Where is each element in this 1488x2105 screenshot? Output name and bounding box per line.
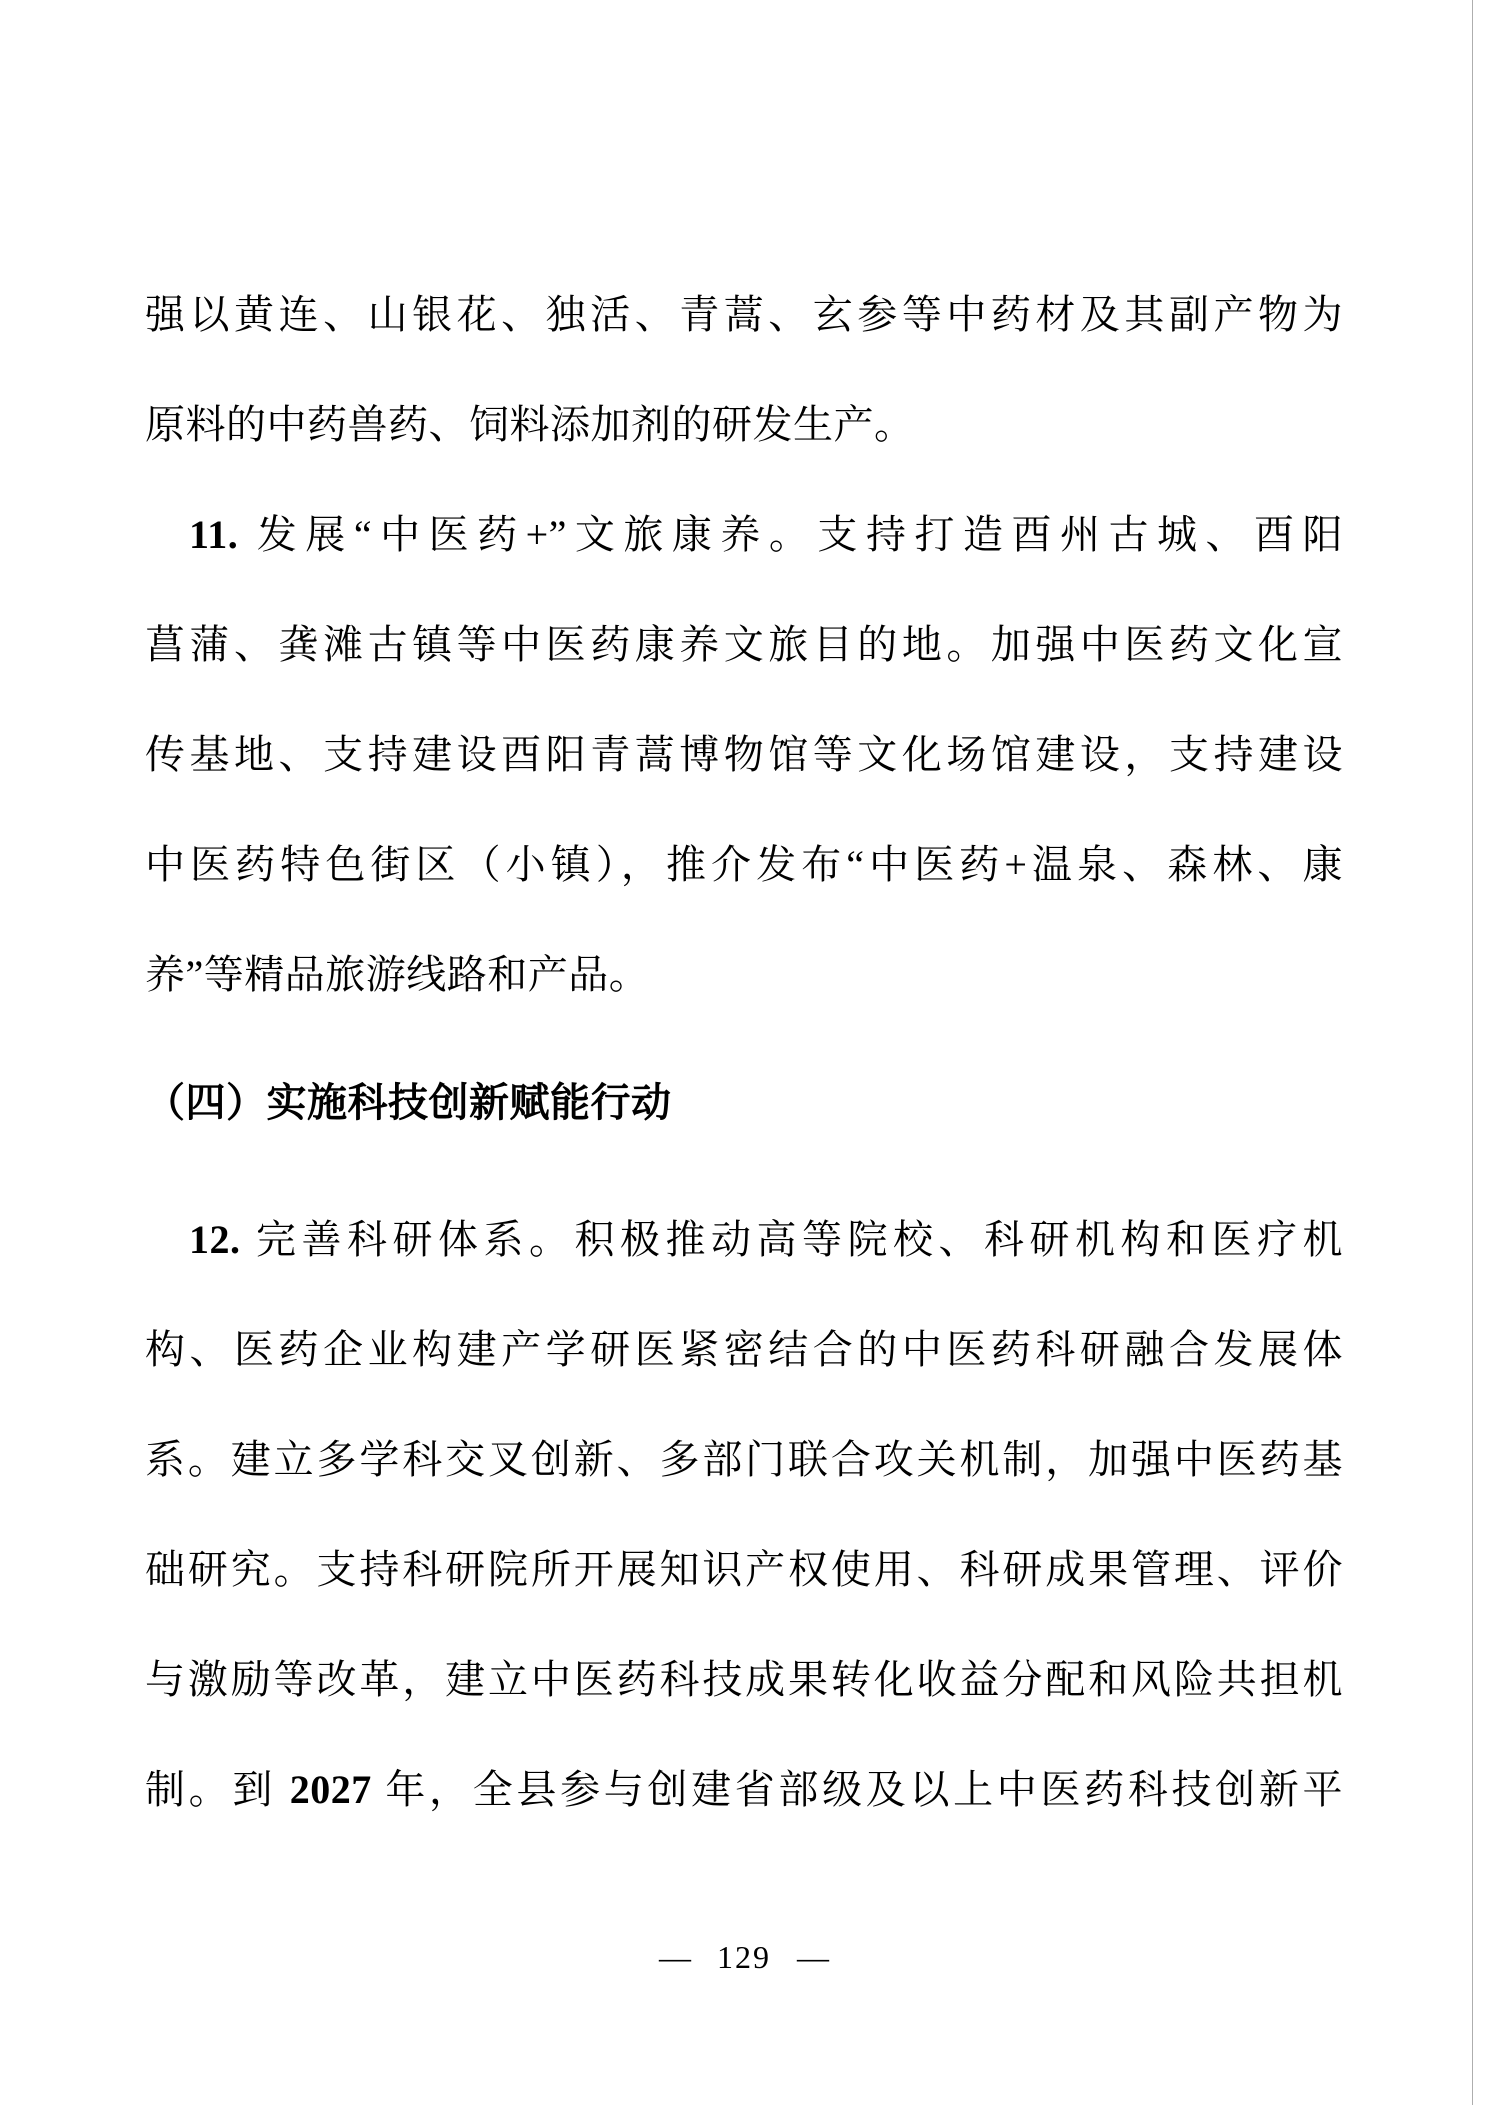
text-segment: 菖蒲、龚滩古镇等中医药康养文旅目的地。加强中医药文化宣 [145, 622, 1343, 667]
text-segment: 年，全县参与创建省部级及以上中医药科技创新平 [371, 1767, 1344, 1812]
footer-left-dash: — [659, 1939, 691, 1975]
bold-text: 11. [189, 512, 239, 557]
section-heading [145, 1048, 1343, 1158]
text-line [145, 920, 1343, 1030]
text-line [145, 370, 1343, 480]
document-body [145, 260, 1343, 1845]
bold-text: 12. [189, 1217, 241, 1262]
text-line [145, 590, 1343, 700]
text-segment: 与激励等改革，建立中医药科技成果转化收益分配和风险共担机 [145, 1657, 1343, 1702]
text-segment: 完善科研体系。积极推动高等院校、科研机构和医疗机 [240, 1217, 1343, 1262]
text-line [145, 700, 1343, 810]
text-line [145, 1625, 1343, 1735]
text-line [145, 480, 1343, 590]
footer-right-dash: — [797, 1939, 829, 1975]
text-segment: 养”等精品旅游线路和产品。 [145, 952, 650, 997]
text-segment: 原料的中药兽药、饲料添加剂的研发生产。 [145, 402, 915, 447]
page-footer [0, 1902, 1488, 2012]
text-segment: 发展“中医药+”文旅康养。支持打造酉州古城、酉阳 [238, 512, 1343, 557]
text-segment: 中医药特色街区（小镇），推介发布“中医药+温泉、森林、康 [145, 842, 1343, 887]
page-edge-line [1472, 0, 1473, 2105]
text-line [145, 1185, 1343, 1295]
text-line [145, 1295, 1343, 1405]
bold-text: （四）实施科技创新赋能行动 [145, 1081, 672, 1125]
bold-text: 2027 [289, 1767, 372, 1812]
text-segment: 强以黄连、山银花、独活、青蒿、玄参等中药材及其副产物为 [145, 292, 1343, 337]
page-number: 129 [717, 1939, 771, 1975]
text-segment: 制。到 [145, 1767, 290, 1812]
text-segment: 传基地、支持建设酉阳青蒿博物馆等文化场馆建设，支持建设 [145, 732, 1343, 777]
text-line [145, 1735, 1343, 1845]
text-segment: 础研究。支持科研院所开展知识产权使用、科研成果管理、评价 [145, 1547, 1343, 1592]
text-segment: 构、医药企业构建产学研医紧密结合的中医药科研融合发展体 [145, 1327, 1343, 1372]
text-line [145, 810, 1343, 920]
text-segment: 系。建立多学科交叉创新、多部门联合攻关机制，加强中医药基 [145, 1437, 1343, 1482]
text-line [145, 1405, 1343, 1515]
text-line [145, 1515, 1343, 1625]
text-line [145, 260, 1343, 370]
